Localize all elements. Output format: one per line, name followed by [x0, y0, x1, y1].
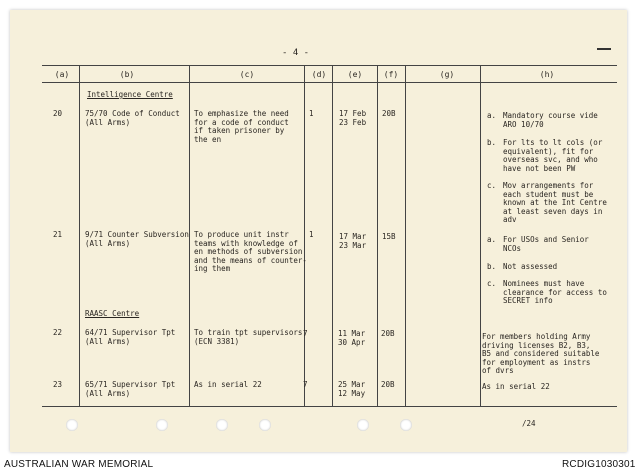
punch-hole — [259, 419, 271, 431]
course-dates: 11 Mar 30 Apr — [338, 329, 366, 347]
course-name: 9/71 Counter Subversion (All Arms) — [85, 230, 189, 248]
course-value-f: 20B — [381, 380, 395, 389]
column-divider — [332, 66, 333, 406]
serial-22: 22 — [53, 328, 63, 337]
corner-mark — [597, 48, 611, 50]
note-letter: c. — [487, 279, 497, 288]
continuation-mark: /24 — [522, 419, 536, 428]
note-text: For USOs and Senior NCOs — [503, 235, 589, 253]
course-name: 65/71 Supervisor Tpt (All Arms) — [85, 380, 176, 398]
archive-footer-right: RCDIG1030301 — [562, 459, 636, 470]
note-text: Mandatory course vide ARO 10/70 — [503, 111, 598, 129]
serial-20: 20 — [53, 109, 63, 118]
column-divider — [405, 66, 406, 406]
note-letter: b. — [487, 262, 497, 271]
course-dates: 17 Mar 23 Mar — [339, 232, 367, 250]
section-heading-intelligence: Intelligence Centre — [87, 90, 173, 99]
punch-hole — [156, 419, 168, 431]
column-header-c: (c) — [239, 70, 255, 79]
note-text: As in serial 22 — [482, 382, 550, 391]
column-header-b: (b) — [119, 70, 135, 79]
punch-hole — [357, 419, 369, 431]
course-value-f: 15B — [382, 232, 396, 241]
punch-hole — [66, 419, 78, 431]
note-letter: c. — [487, 181, 497, 190]
section-heading-raasc: RAASC Centre — [85, 309, 140, 318]
punch-hole — [400, 419, 412, 431]
course-name: 75/70 Code of Conduct (All Arms) — [85, 109, 180, 127]
note-text: Not assessed — [503, 262, 558, 271]
note-letter: b. — [487, 138, 497, 147]
course-value-d: 7 — [303, 329, 308, 338]
column-header-g: (g) — [439, 70, 455, 79]
header-rule — [42, 82, 617, 83]
column-header-e: (e) — [347, 70, 363, 79]
serial-21: 21 — [53, 230, 63, 239]
note-text: Nominees must have clearance for access to SECRET info — [503, 279, 607, 306]
column-header-a: (a) — [54, 70, 70, 79]
page-number: - 4 - — [282, 48, 310, 58]
column-divider — [480, 66, 481, 406]
column-header-f: (f) — [383, 70, 399, 79]
course-aim: To emphasize the need for a code of conduct if taken prisoner by the en — [194, 109, 289, 144]
course-value-d: 7 — [303, 380, 308, 389]
course-value-f: 20B — [382, 109, 396, 118]
column-divider — [79, 66, 80, 406]
column-header-d: (d) — [311, 70, 327, 79]
note-letter: a. — [487, 111, 497, 120]
column-divider — [189, 66, 190, 406]
course-dates: 17 Feb 23 Feb — [339, 109, 367, 127]
course-value-d: 1 — [309, 230, 314, 239]
course-dates: 25 Mar 12 May — [338, 380, 366, 398]
note-text: For members holding Army driving licenses B2, B3, B5 and considered suitable for employment as instrs of dvrs — [482, 332, 600, 376]
punch-hole — [216, 419, 228, 431]
column-divider — [377, 66, 378, 406]
serial-23: 23 — [53, 380, 63, 389]
note-text: For lts to lt cols (or equivalent), fit for overseas svc, and who have not been PW — [503, 138, 603, 173]
column-header-h: (h) — [539, 70, 555, 79]
course-value-f: 20B — [381, 329, 395, 338]
course-aim: As in serial 22 — [194, 380, 262, 389]
note-text: Mov arrangements for each student must be known at the Int Centre at least seven days in adv — [503, 181, 607, 225]
course-aim: To produce unit instr teams with knowledge of en methods of subversion and the means of counter- ing them — [194, 230, 307, 274]
course-value-d: 1 — [309, 109, 314, 118]
archive-footer-left: AUSTRALIAN WAR MEMORIAL — [4, 459, 154, 470]
note-letter: a. — [487, 235, 497, 244]
course-name: 64/71 Supervisor Tpt (All Arms) — [85, 328, 176, 346]
course-aim: To train tpt supervisors (ECN 3381) — [194, 328, 303, 346]
